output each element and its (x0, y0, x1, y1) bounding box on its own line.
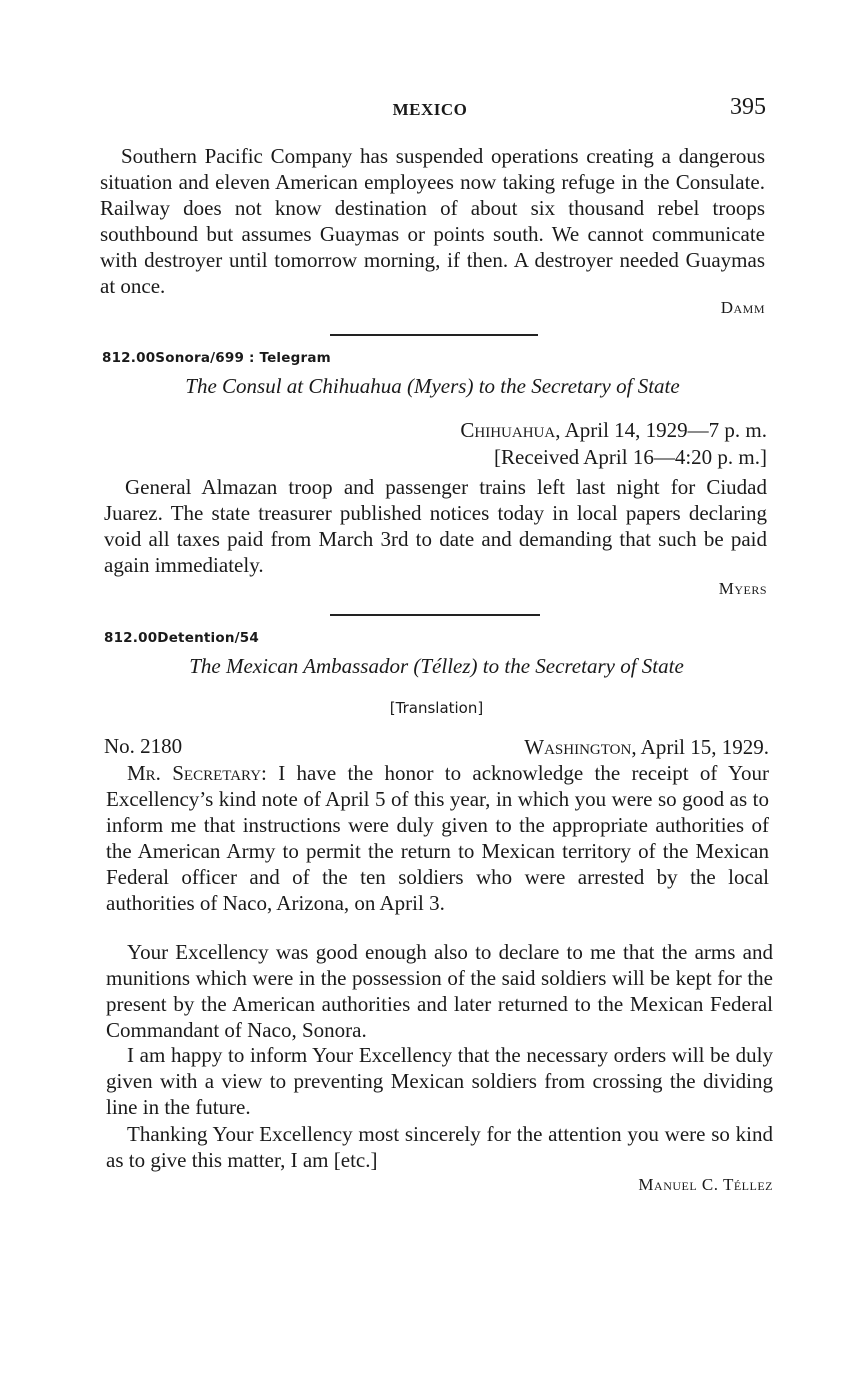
doc3-translation-note: [Translation] (389, 699, 484, 717)
doc3-number: No. 2180 (104, 734, 183, 758)
doc2-place: Chihuahua (460, 418, 556, 442)
doc3-date: , April 15, 1929. (631, 735, 769, 759)
doc3-heading: The Mexican Ambassador (Téllez) to the Secretary of State (189, 654, 684, 678)
doc2-body: General Almazan troop and passenger trains left last night for Ciudad Juarez. The state treasurer published notices today in local papers declaring void all taxes paid from March 3rd to date and demanding that such be paid again immediately. (104, 475, 767, 577)
section-divider-2 (330, 614, 540, 616)
doc3-dateline (400, 733, 769, 761)
doc3-paragraph-1 (106, 760, 769, 916)
section-divider-1 (330, 334, 538, 336)
doc3-signature: Manuel C. Téllez (638, 1175, 773, 1194)
doc2-received: [Received April 16—4:20 p. m.] (494, 445, 767, 469)
doc3-paragraph-4: Thanking Your Excellency most sincerely for the attention you were so kind as to give this matter, I am [etc.] (106, 1122, 773, 1172)
doc3-paragraph-2: Your Excellency was good enough also to declare to me that the arms and munitions which were in the possession of the said soldiers will be kept for the present by the American authorities and later returned to the Mexican Federal Commandant of Naco, Sonora. (106, 940, 773, 1042)
doc3-place: Washington (524, 735, 632, 759)
running-title: MEXICO (392, 100, 468, 119)
doc2-dateline (300, 416, 767, 444)
doc1-body: Southern Pacific Company has suspended operations creating a dangerous situation and eleven American employees now taking refuge in the Consulate. Railway does not know destination of about six thousand rebel troops southbound but assumes Guaymas or points south. We cannot communicate with destroyer until tomorrow morning, if then. A destroyer needed Guaymas at once. (100, 144, 765, 298)
doc2-file-reference: 812.00Sonora/699 : Telegram (102, 350, 331, 366)
page-number: 395 (730, 94, 766, 120)
doc3-paragraph-3: I am happy to inform Your Excellency that the necessary orders will be duly given with a view to preventing Mexican soldiers from crossing the dividing line in the future. (106, 1043, 773, 1119)
doc3-paragraph-1-text: I have the honor to acknowledge the receipt of Your Excellency’s kind note of April 5 of this year, in which you were so good as to inform me that instructions were duly given to the appropriate authorities of the American Army to permit the return to Mexican territory of the Mexican Federal officer and of the ten soldiers who were arrested by the local authorities of Naco, Arizona, on April 3. (106, 761, 769, 915)
doc3-file-reference: 812.00Detention/54 (104, 630, 259, 646)
doc3-salutation: Mr. Secretary: (127, 761, 267, 785)
doc1-signature: Damm (720, 298, 765, 317)
doc2-signature: Myers (718, 579, 767, 598)
doc2-heading: The Consul at Chihuahua (Myers) to the Secretary of State (185, 374, 680, 398)
doc2-date: , April 14, 1929—7 p. m. (555, 418, 767, 442)
